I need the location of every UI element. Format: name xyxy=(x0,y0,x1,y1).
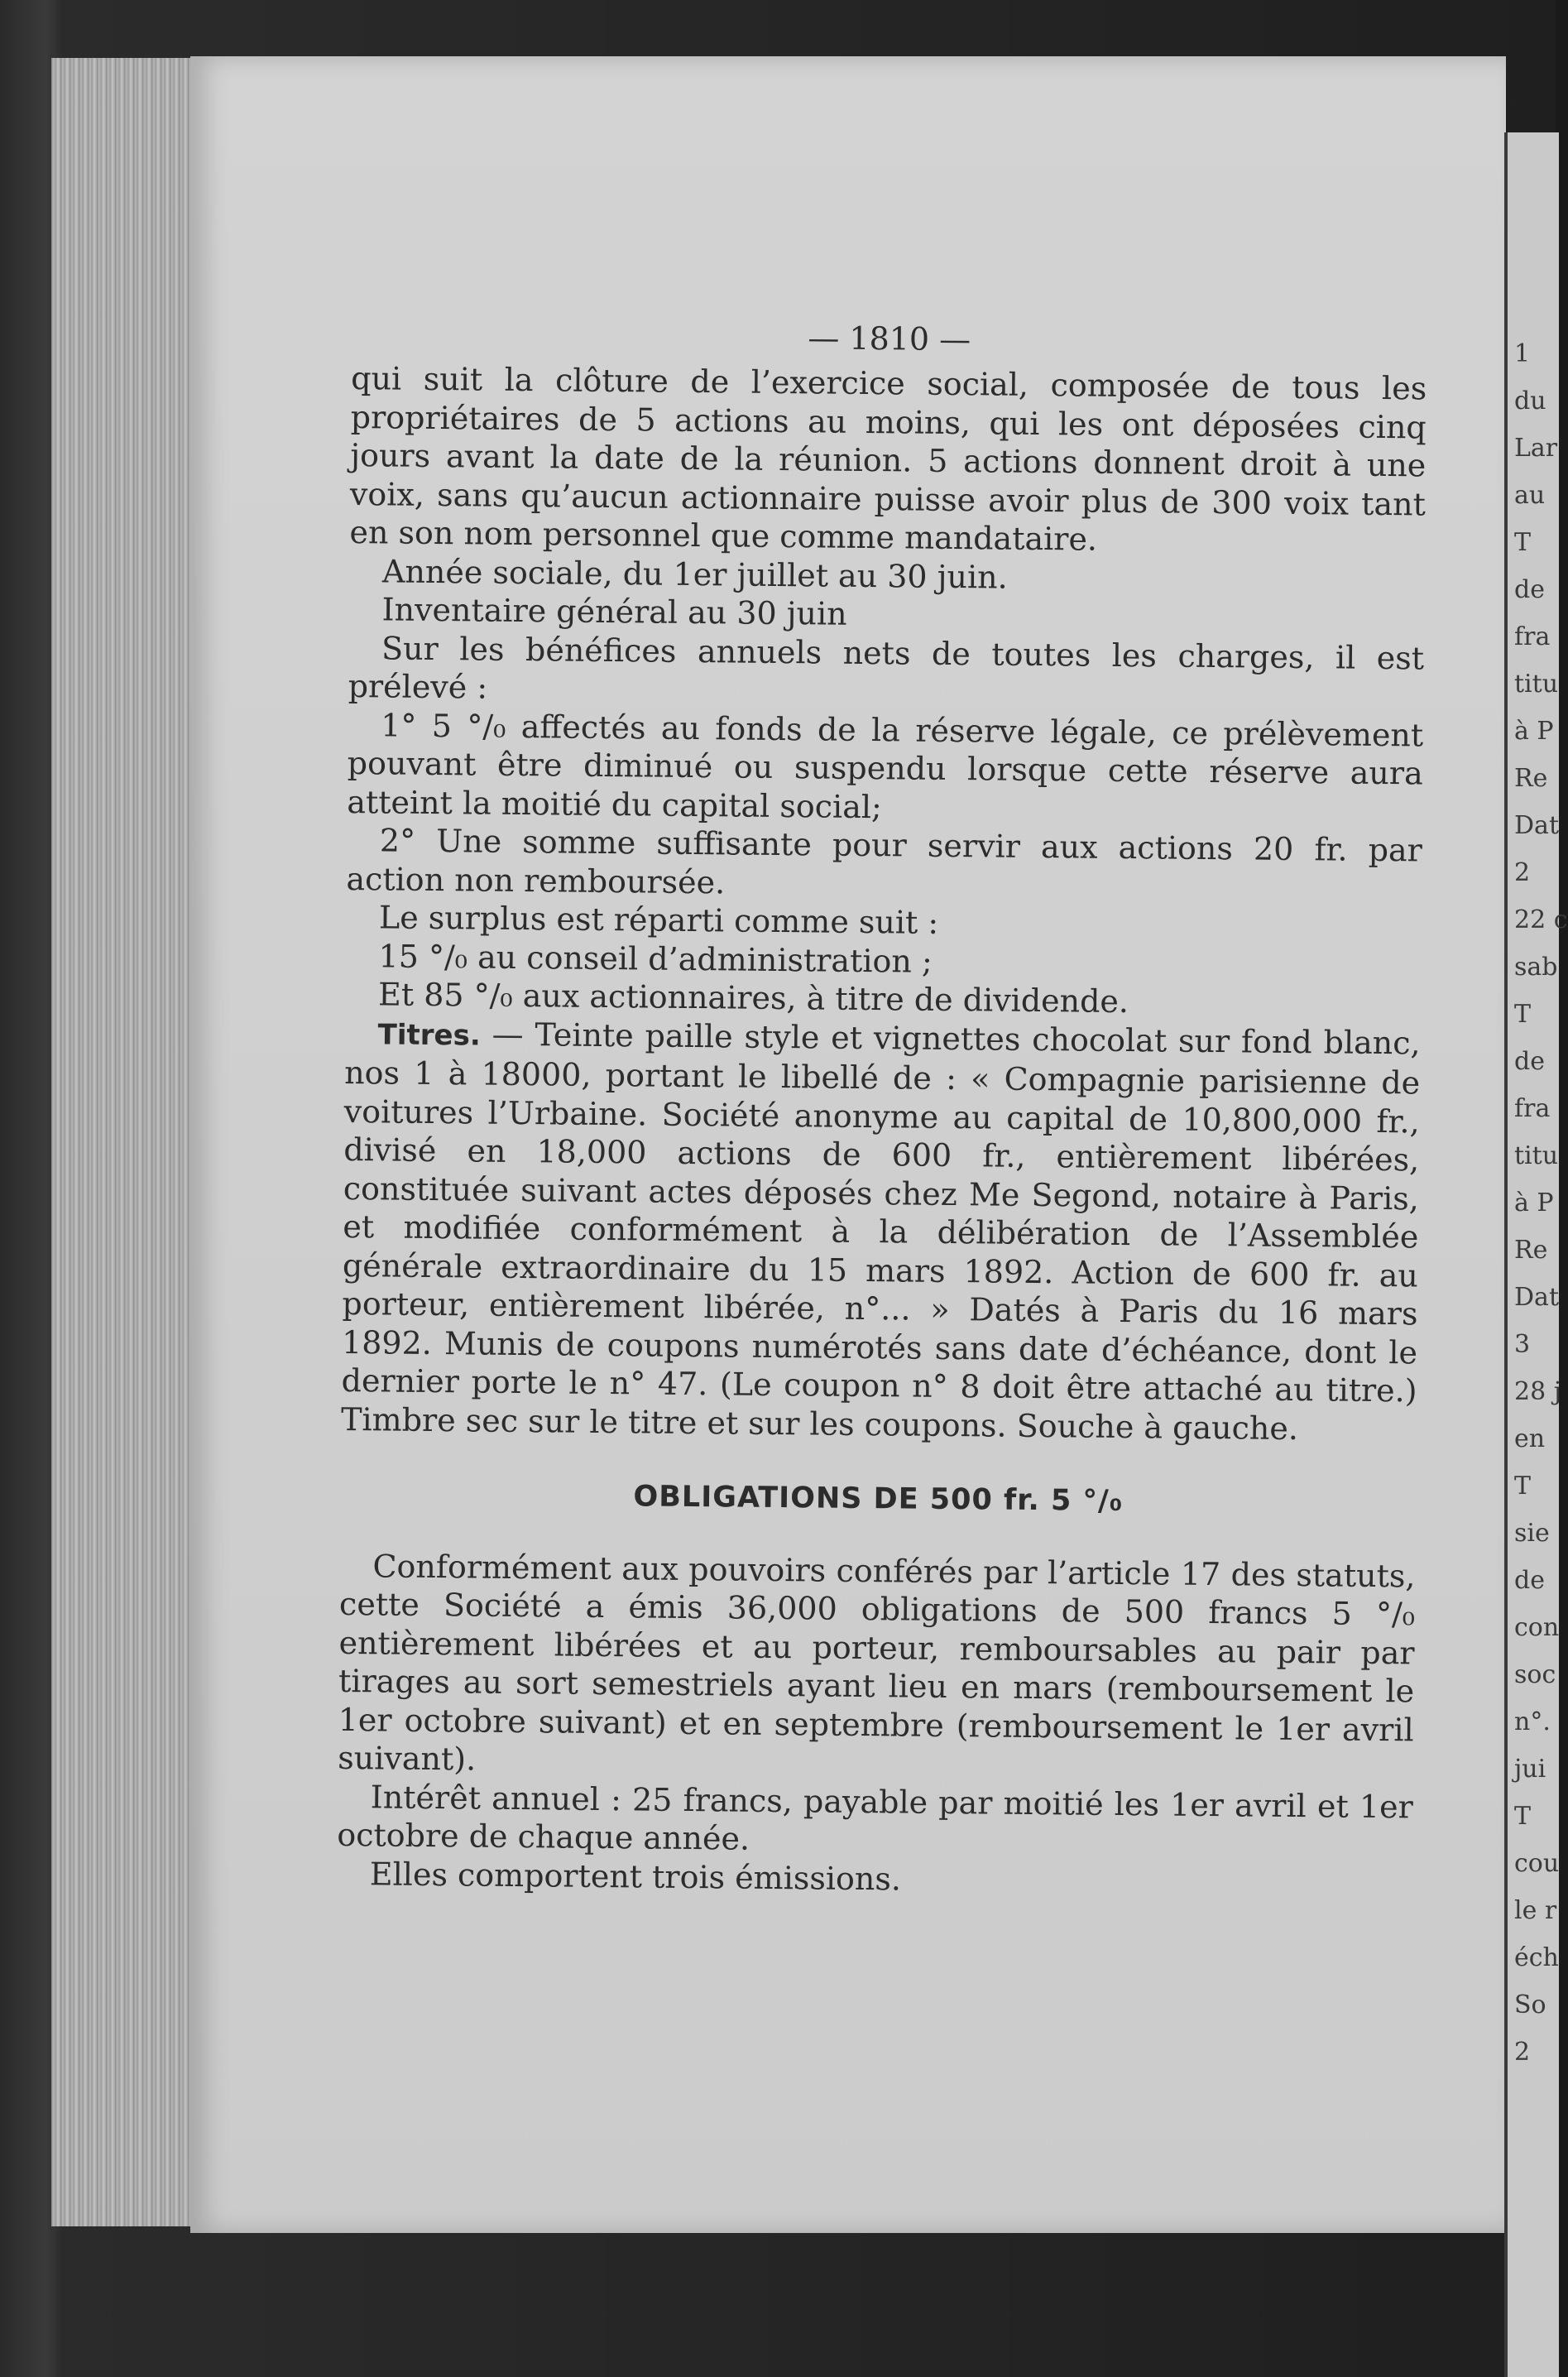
facing-page-fragment: Dat xyxy=(1514,1283,1559,1312)
paragraph-conseil: 15 °/₀ au conseil d’administration ; xyxy=(378,937,933,980)
book-page-edges xyxy=(51,58,200,2226)
facing-page-fragment: au xyxy=(1514,481,1546,510)
facing-page-fragment: de xyxy=(1514,575,1545,604)
facing-page-fragment: de xyxy=(1514,1566,1545,1595)
paragraph-actionnaires: Et 85 °/₀ aux actionnaires, à titre de dividende. xyxy=(377,976,1129,1020)
facing-page-margin xyxy=(1504,132,1568,2377)
facing-page-fragment: du xyxy=(1514,387,1546,415)
facing-page-fragment: sab xyxy=(1514,953,1558,982)
facing-page-fragment: 22 c xyxy=(1514,905,1568,934)
facing-page-fragment: à P xyxy=(1514,1188,1554,1217)
page-text-block xyxy=(337,315,1427,1903)
section-heading-obligations: OBLIGATIONS DE 500 fr. 5 °/₀ xyxy=(633,1480,1124,1519)
facing-page-fragment: sie xyxy=(1514,1519,1550,1548)
facing-page-fragment: fra xyxy=(1514,622,1551,651)
facing-page-fragment: So xyxy=(1514,1990,1546,2019)
facing-page-fragment: titu xyxy=(1514,670,1559,699)
paragraph-reserve-legale: 1° 5 °/₀ affectés au fonds de la réserve légale, ce prélèvement pouvant être diminué ou suspendu lorsque cette réserve aura atteint la moitié du capital social; xyxy=(347,706,1424,825)
facing-page-fragment: de xyxy=(1514,1047,1545,1076)
facing-page-fragment: T xyxy=(1514,1472,1532,1501)
facing-page-fragment: cou xyxy=(1514,1849,1560,1878)
facing-page-fragment: Dat xyxy=(1514,811,1559,840)
paragraph-emissions: Elles comportent trois émissions. xyxy=(369,1855,902,1897)
facing-page-fragment: Re xyxy=(1514,1236,1548,1265)
facing-page-fragment: en xyxy=(1514,1424,1546,1453)
facing-page-fragment: Lar xyxy=(1514,434,1558,463)
facing-page-fragment: con xyxy=(1514,1613,1560,1642)
facing-page-fragment: 1 xyxy=(1514,339,1531,368)
facing-page-fragment: 2 xyxy=(1514,858,1531,887)
paragraph-benefices: Sur les bénéfices annuels nets de toutes les charges, il est prélevé : xyxy=(348,629,1425,706)
titres-text: — Teinte paille style et vignettes chocolat sur fond blanc, nos 1 à 18000, portant le libellé de : « Compagnie parisienne de voitures l’Urbaine. Société anonyme au capital de 10,800,000 fr., divisé en 18,000 actions de 600 fr., entièrement libérées, constituée suivant actes déposés chez Me Segond, notaire à Paris, et modifiée conformément à la délibération de l’Assemblée générale extraordinaire du 15 mars 1892. Action de 600 fr. au porteur, entièrement libérée, n°... » Datés à Paris du 16 mars 1892. Munis de coupons numérotés sans date d’échéance, dont le dernier porte le n° 47. (Le coupon n° 8 doit être attaché au titre.) Timbre sec sur le titre et sur les coupons. Souche à gauche. xyxy=(340,1016,1421,1447)
paragraph-titres xyxy=(341,1013,1421,1448)
facing-page-fragment: le r xyxy=(1514,1896,1557,1925)
paragraph-annee-sociale: Année sociale, du 1er juillet au 30 juin. xyxy=(381,552,1008,596)
paragraph-inventaire: Inventaire général au 30 juin xyxy=(381,591,847,632)
facing-page-fragment: jui xyxy=(1514,1755,1546,1784)
facing-page-fragment: 3 xyxy=(1514,1330,1531,1359)
facing-page-fragment: T xyxy=(1514,1000,1532,1029)
facing-page-fragment: T xyxy=(1514,1802,1532,1831)
paragraph-somme-suffisante: 2° Une somme suffisante pour servir aux actions 20 fr. par action non remboursée. xyxy=(346,822,1423,900)
facing-page-fragment: soc xyxy=(1514,1660,1556,1689)
paragraph-conformement: Conformément aux pouvoirs conférés par l’article 17 des statuts, cette Société a émis 36,000 obligations de 500 francs 5 °/₀ entièrement libérées et au porteur, remboursables au pair par tirages au sort semestriels ayant lieu en mars (remboursement le 1er octobre suivant) et en septembre (remboursement le 1er avril suivant). xyxy=(338,1547,1416,1778)
facing-page-fragment: fra xyxy=(1514,1094,1551,1123)
paragraph-interet: Intérêt annuel : 25 francs, payable par moitié les 1er avril et 1er octobre de chaque année. xyxy=(337,1778,1413,1857)
facing-page-fragment: titu xyxy=(1514,1141,1559,1170)
facing-page-fragment: T xyxy=(1514,528,1532,557)
paragraph-assembly: qui suit la clôture de l’exercice social, composée de tous les propriétaires de 5 actions au moins, qui les ont déposées cinq jours avant la date de la réunion. 5 actions donnent droit à une voix, sans qu’aucun actionnaire puisse avoir plus de 300 voix tant en son nom personnel que comme mandataire. xyxy=(349,359,1427,558)
facing-page-fragment: 28 j xyxy=(1514,1377,1562,1406)
facing-page-fragment: à P xyxy=(1514,717,1554,746)
facing-page-fragment: 2 xyxy=(1514,2038,1531,2067)
facing-page-fragment: éch xyxy=(1514,1943,1559,1972)
facing-page-fragment: Re xyxy=(1514,764,1548,793)
paragraph-surplus: Le surplus est réparti comme suit : xyxy=(378,899,939,941)
page-number: — 1810 — xyxy=(808,319,971,358)
facing-page-fragment: n°. xyxy=(1514,1707,1551,1736)
titres-label: Titres. xyxy=(377,1017,481,1053)
